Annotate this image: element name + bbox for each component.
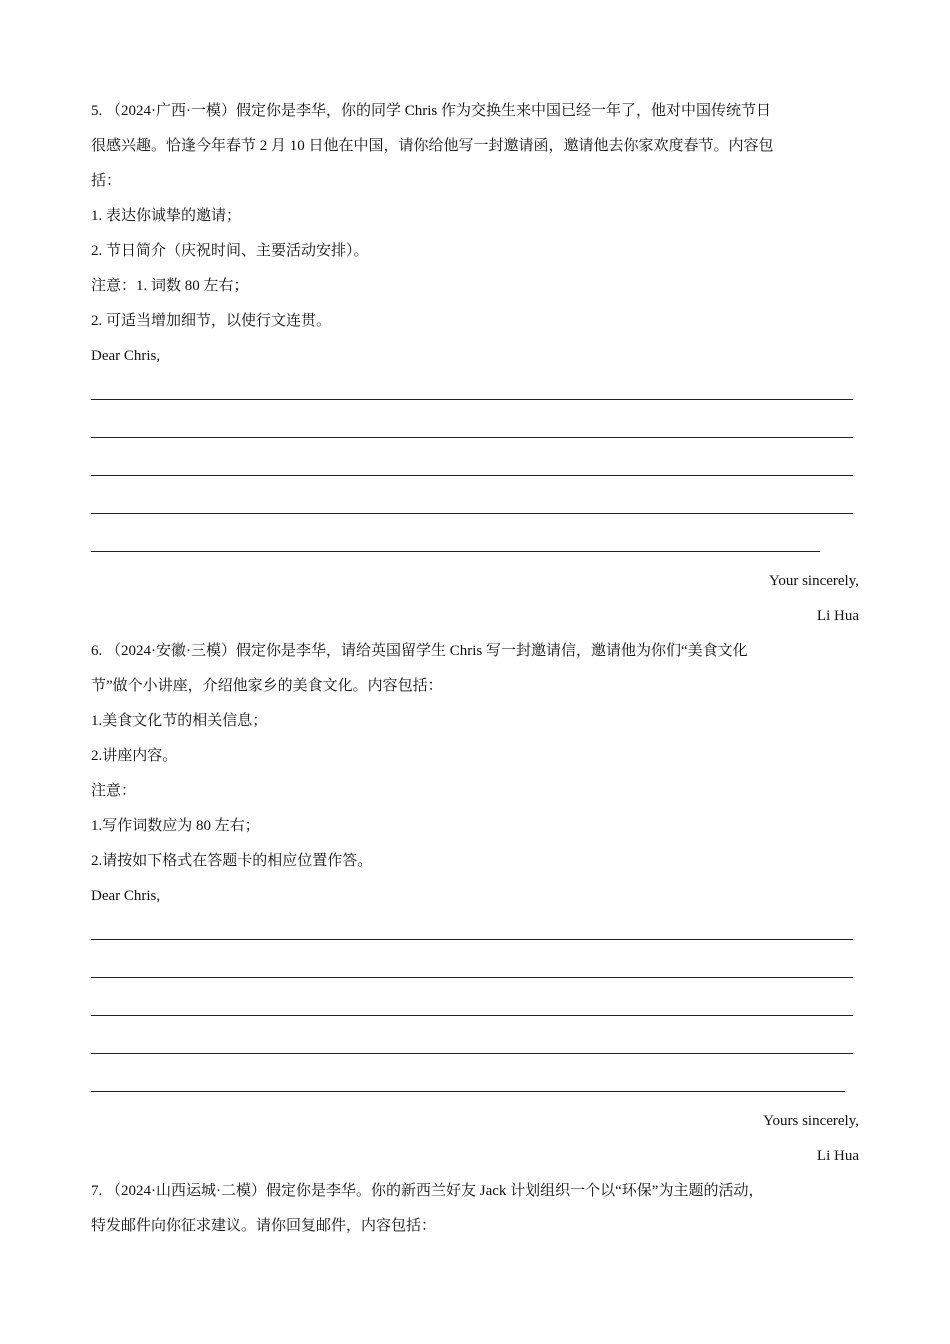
q5-prompt-line-1: 5. （2024·广西·一模）假定你是李华，你的同学 Chris 作为交换生来中国已经一年了，他对中国传统节日 xyxy=(91,103,771,119)
q5-answer-line[interactable] xyxy=(91,526,859,564)
q5-note-2: 2. 可适当增加细节，以使行文连贯。 xyxy=(91,313,332,329)
q6-answer-line[interactable] xyxy=(91,952,859,990)
q5-prompt-line-3: 括： xyxy=(91,173,122,189)
q6-greeting: Dear Chris, xyxy=(91,888,161,904)
q5-content-point-2: 2. 节日简介（庆祝时间、主要活动安排）。 xyxy=(91,243,369,259)
document-page xyxy=(91,94,859,1244)
q6-content-point-2: 2.讲座内容。 xyxy=(91,748,178,764)
q5-signature: Li Hua xyxy=(816,608,859,624)
q6-closing: Yours sincerely, xyxy=(763,1113,859,1129)
q6-prompt-line-2: 节”做个小讲座，介绍他家乡的美食文化。内容包括： xyxy=(91,678,443,694)
q6-note-1: 1.写作词数应为 80 左右； xyxy=(91,818,260,834)
q5-content-point-1: 1. 表达你诚挚的邀请； xyxy=(91,208,242,224)
q6-answer-line[interactable] xyxy=(91,914,859,952)
q7-prompt-line-1: 7. （2024·山西运城·二模）假定你是李华。你的新西兰好友 Jack 计划组织一个以“环保”为主题的活动， xyxy=(91,1183,764,1199)
q6-prompt-line-1: 6. （2024·安徽·三模）假定你是李华，请给英国留学生 Chris 写一封邀请信，邀请他为你们“美食文化 xyxy=(91,643,748,659)
q7-prompt-line-2: 特发邮件向你征求建议。请你回复邮件，内容包括： xyxy=(91,1218,437,1234)
q5-answer-line[interactable] xyxy=(91,412,859,450)
q5-answer-line[interactable] xyxy=(91,374,859,412)
q5-prompt-line-2: 很感兴趣。恰逢今年春节 2 月 10 日他在中国，请你给他写一封邀请函，邀请他去你家欢度春节。内容包 xyxy=(91,138,774,154)
q6-note-2: 2.请按如下格式在答题卡的相应位置作答。 xyxy=(91,853,373,869)
q5-answer-line[interactable] xyxy=(91,450,859,488)
q5-answer-line[interactable] xyxy=(91,488,859,526)
q6-answer-line[interactable] xyxy=(91,1028,859,1066)
q6-note-title: 注意： xyxy=(91,783,137,799)
q5-closing: Your sincerely, xyxy=(769,573,859,589)
q6-answer-line[interactable] xyxy=(91,990,859,1028)
q6-content-point-1: 1.美食文化节的相关信息； xyxy=(91,713,268,729)
q5-note-1: 注意：1. 词数 80 左右； xyxy=(91,278,249,294)
q6-signature: Li Hua xyxy=(816,1148,859,1164)
q5-greeting: Dear Chris, xyxy=(91,348,161,364)
q6-answer-line[interactable] xyxy=(91,1066,859,1104)
